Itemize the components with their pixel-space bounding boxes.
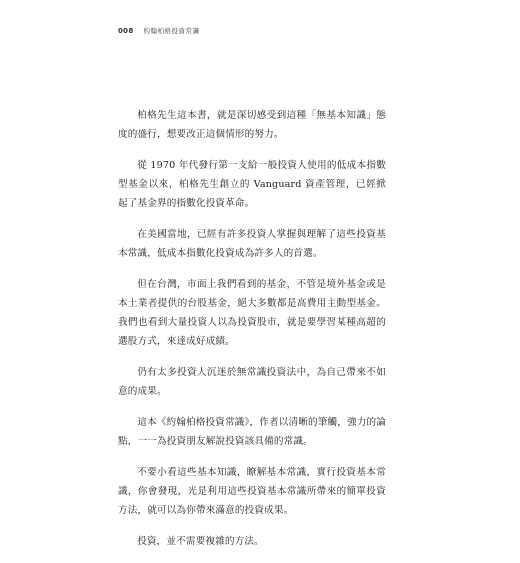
- paragraph: 仍有太多投資人沉迷於無常識投資法中，為自己帶來不如意的成果。: [118, 367, 386, 397]
- paragraph: 投資，並不需要複雜的方法。: [137, 536, 264, 547]
- page-header: [118, 26, 200, 35]
- page-number: 008: [118, 27, 134, 35]
- paragraph: 在美國當地，已經有許多投資人掌握與理解了這些投資基本常識，低成本指數化投資成為許多人的首選。: [118, 229, 386, 259]
- paragraph: 不要小看這些基本知識，瞭解基本常識，實行投資基本常識，你會發現，光是利用這些投資基本常識所帶來的簡單投資方法，就可以為你帶來滿意的投資成果。: [118, 467, 386, 516]
- paragraph: 從 1970 年代發行第一支給一般投資人使用的低成本指數型基金以來，柏格先生創立的 Vanguard 資產管理，已經掀起了基金界的指數化投資革命。: [118, 160, 386, 209]
- paragraph: 柏格先生這本書，就是深切感受到這種「無基本知識」態度的盛行，想要改正這個情形的努力。: [118, 110, 386, 140]
- paragraph: 這本《約翰柏格投資常識》，作者以清晰的筆觸，強力的論點，一一為投資朋友解說投資該具備的常識。: [118, 417, 386, 447]
- running-title: 約翰柏格投資常識: [143, 27, 200, 35]
- paragraph: 但在台灣，市面上我們看到的基金，不管是境外基金或是本土業者提供的台股基金，絕大多數都是高費用主動型基金。我們也看到大量投資人以為投資股市，就是要學習某種高超的選股方式，來達成好成績。: [118, 279, 386, 347]
- body-text: [118, 106, 386, 563]
